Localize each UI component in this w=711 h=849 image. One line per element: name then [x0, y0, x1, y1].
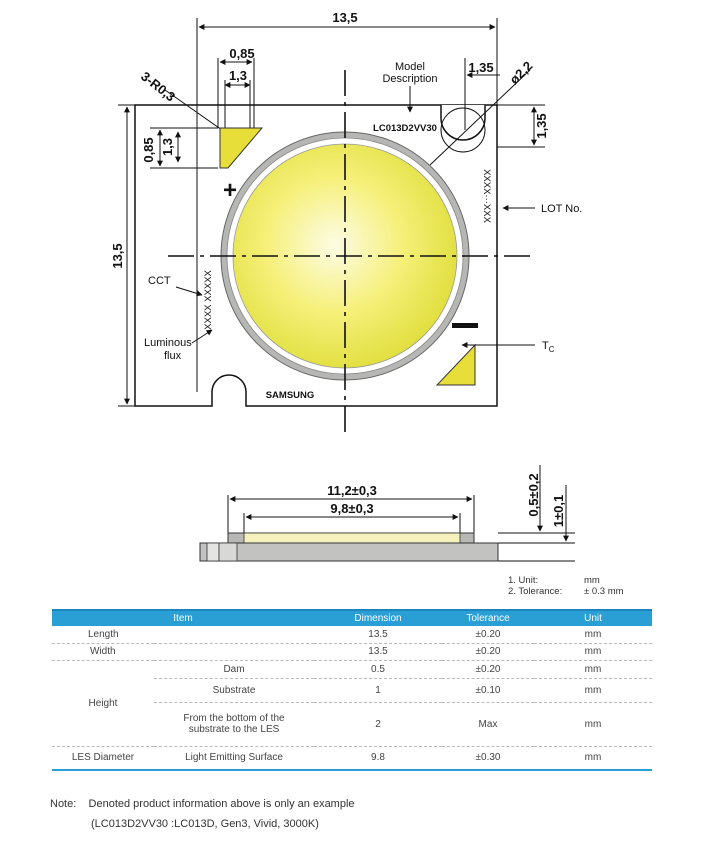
side-view-drawing	[0, 455, 711, 585]
side-dim-b: 1±0,1	[551, 494, 566, 528]
hole-offset-dim: 1,35	[468, 60, 494, 75]
dimension-table	[52, 609, 652, 771]
header-item: Item	[52, 610, 314, 626]
table-row: Width 13.5 ±0.20 mm	[52, 643, 652, 660]
tc-label: $T_C$	[542, 340, 555, 354]
corner-radius-dim: 3-R0,3	[138, 68, 179, 105]
header-unit: Unit	[534, 610, 652, 626]
overall-width-dim: 13,5	[332, 10, 358, 25]
table-header	[52, 610, 652, 626]
table-row: From the bottom of the substrate to the LES 2 Max mm	[52, 702, 652, 746]
cathode-pad	[437, 345, 475, 385]
table-row: Height Dam 0.5 ±0.20 mm	[52, 660, 652, 678]
lot-label: LOT No.	[541, 203, 583, 215]
unit-notes	[508, 575, 624, 597]
dam-dim: 9,8±0,3	[330, 501, 374, 516]
left-dim-b: 1,3	[160, 137, 175, 157]
mounting-hole	[441, 105, 485, 140]
substrate-body	[200, 543, 498, 561]
cct-label: CCT	[148, 275, 171, 287]
flux-label: Luminous	[144, 337, 192, 349]
plus-marker: +	[222, 177, 238, 204]
model-label-2: Description	[382, 73, 438, 85]
header-tolerance: Tolerance	[442, 610, 534, 626]
brand-label: SAMSUNG	[265, 390, 315, 401]
hole-diameter-dim: ø2,2	[506, 58, 536, 88]
side-dim-a: 0,5±0,2	[526, 473, 541, 517]
footnote-line-1: Denoted product information above is only an example	[88, 798, 355, 810]
header-dimension: Dimension	[314, 610, 442, 626]
note-tol-value: ± 0.3 mm	[584, 586, 624, 597]
dam-width-dim: 0,85	[229, 46, 255, 61]
lot-text: XXXX···XXX	[481, 169, 492, 223]
note-tol-key: 2. Tolerance:	[508, 586, 563, 597]
minus-marker	[452, 323, 478, 328]
table-row: LES Diameter Light Emitting Surface 9.8 ±0.30 mm	[52, 746, 652, 770]
note-unit-value: mm	[584, 575, 600, 586]
footnote-label: Note:	[50, 798, 77, 810]
table-row: Substrate 1 ±0.10 mm	[52, 678, 652, 702]
model-label: Model	[395, 61, 425, 73]
hole-vertical-dim: 1,35	[534, 113, 549, 139]
model-text: LC013D2VV30	[373, 123, 437, 134]
note-unit-key: 1. Unit:	[508, 575, 539, 586]
phosphor-layer	[244, 533, 460, 543]
les-dim: 11,2±0,3	[327, 483, 377, 498]
cct-text: XXXX XXXXX	[203, 270, 214, 330]
table-row: Length 13.5 ±0.20 mm	[52, 626, 652, 643]
overall-height-dim: 13,5	[110, 243, 125, 269]
anode-pad	[220, 128, 262, 168]
left-dim-a: 0,85	[141, 137, 156, 163]
dam-inner-dim: 1,3	[228, 68, 248, 83]
height-label: Height	[52, 660, 154, 746]
footnote	[50, 794, 355, 834]
footnote-line-2: (LC013D2VV30 :LC013D, Gen3, Vivid, 3000K)	[91, 818, 319, 830]
flux-label-2: flux	[164, 350, 182, 362]
